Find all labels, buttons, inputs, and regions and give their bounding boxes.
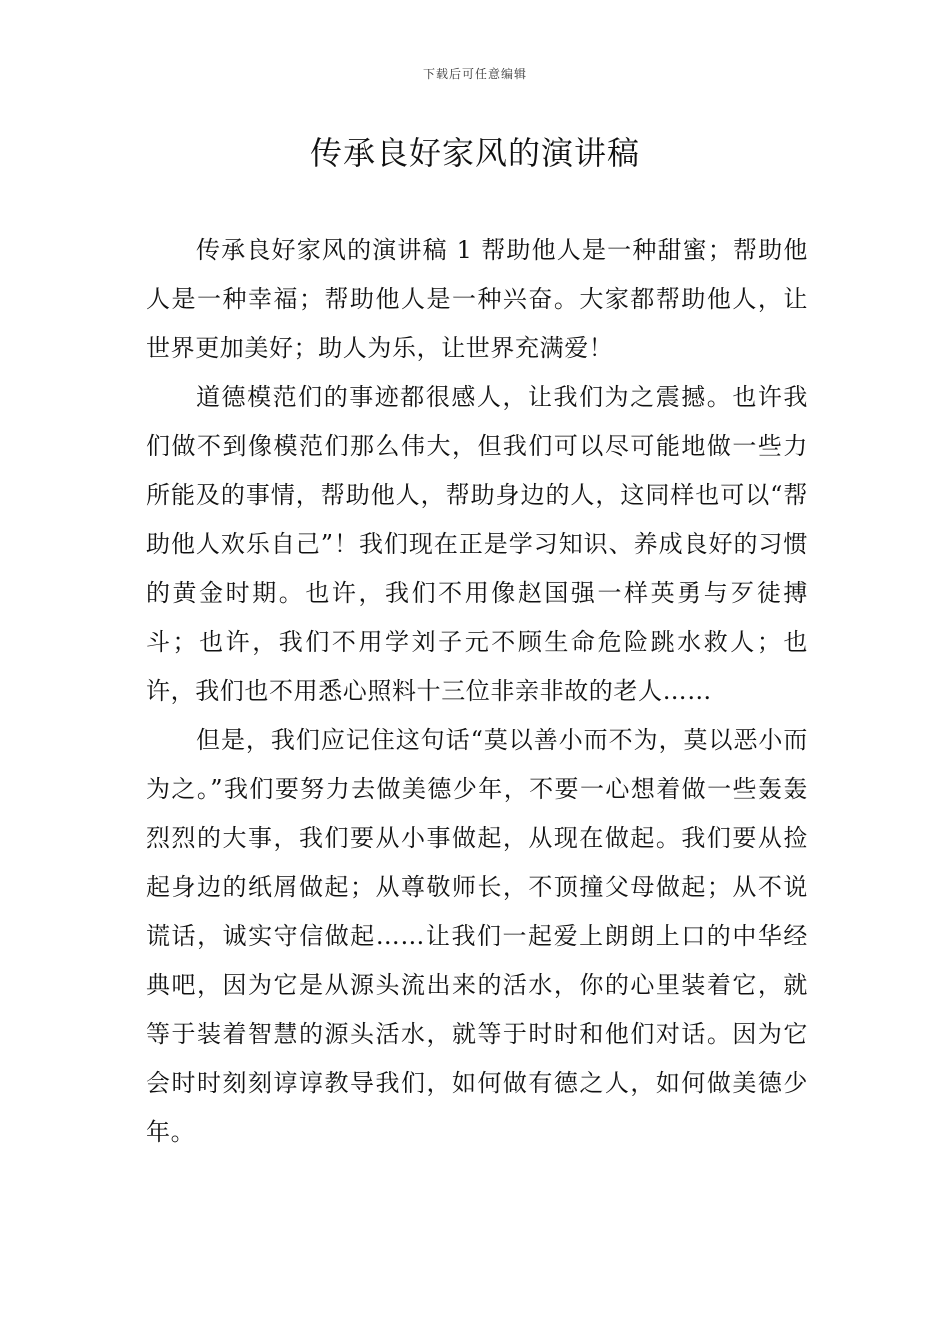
document-title: 传承良好家风的演讲稿 [309,134,640,172]
paragraph-3: 但是，我们应记住这句话“莫以善小而不为，莫以恶小而为之。”我们要努力去做美德少年，不要一心想着做一些轰轰烈烈的大事，我们要从小事做起，从现在做起。我们要从捡起身边的纸屑做起；从尊敬师长，不顶撞父母做起；从不说谎话，诚实守信做起……让我们一起爱上朗朗上口的中华经典吧，因为它是从源头流出来的活水，你的心里装着它，就等于装着智慧的源头活水，就等于时时和他们对话。因为它会时时刻刻谆谆教导我们，如何做有德之人，如何做美德少年。 [146,726,808,1146]
document-body [146,226,808,1157]
paragraph-2: 道德模范们的事迹都很感人，让我们为之震撼。也许我们做不到像模范们那么伟大，但我们可以尽可能地做一些力所能及的事情，帮助他人，帮助身边的人，这同样也可以“帮助他人欢乐自己”！我们现在正是学习知识、养成良好的习惯的黄金时期。也许，我们不用像赵国强一样英勇与歹徒搏斗；也许，我们不用学刘子元不顾生命危险跳水救人；也许，我们也不用悉心照料十三位非亲非故的老人…… [146,383,808,705]
header-note: 下载后可任意编辑 [422,67,527,81]
paragraph-1: 传承良好家风的演讲稿 1 帮助他人是一种甜蜜；帮助他人是一种幸福；帮助他人是一种兴奋。大家都帮助他人，让世界更加美好；助人为乐，让世界充满爱！ [146,236,808,362]
